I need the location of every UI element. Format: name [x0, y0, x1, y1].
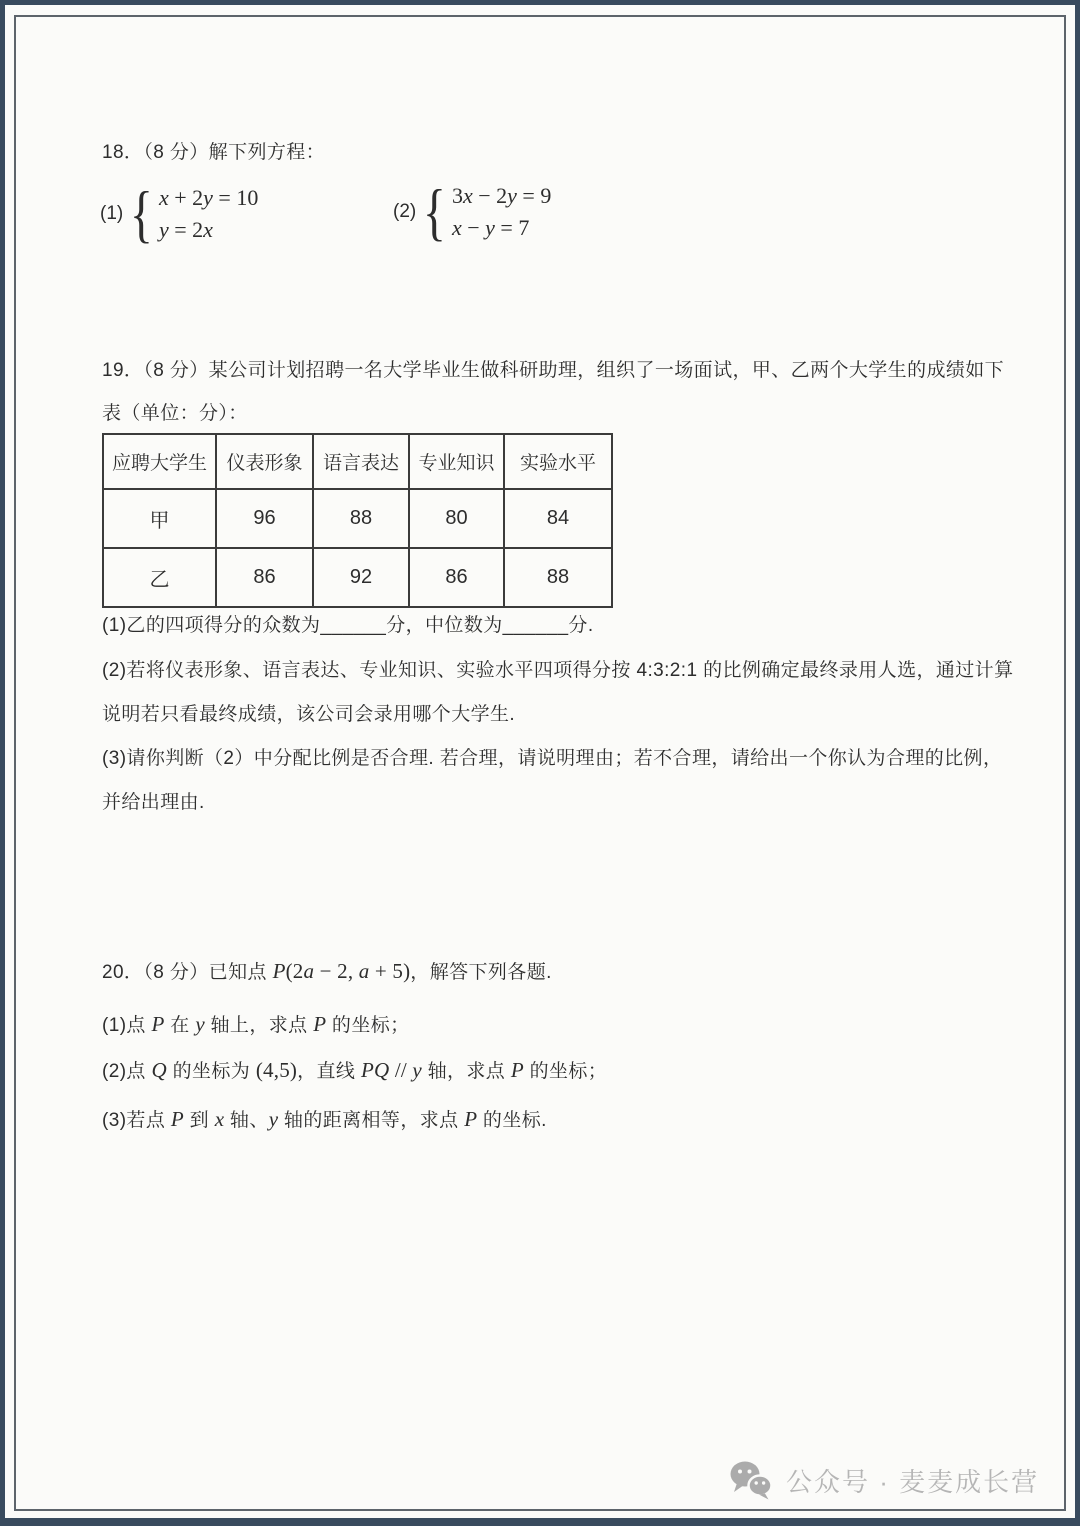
question-20-sub2: [102, 1057, 607, 1084]
question-20-header: [102, 958, 552, 985]
text-segment: (1)点: [102, 1015, 152, 1036]
table-header-cell: 专业知识: [409, 434, 504, 489]
question-19-sub2-line2: 说明若只看最终成绩，该公司会录用哪个大学生.: [102, 704, 516, 725]
text-segment: 轴，求点: [421, 1061, 511, 1082]
text-segment: 轴、: [224, 1110, 269, 1131]
equation-system-1-label: (1): [100, 202, 124, 224]
score-cell: 86: [409, 548, 504, 607]
text-segment: 轴的距离相等，求点: [278, 1110, 465, 1131]
question-20-header-pre: 20．（8 分）已知点: [102, 962, 273, 983]
math-segment: P: [170, 1107, 184, 1131]
score-cell: 88: [313, 489, 409, 548]
text-segment: 的坐标.: [477, 1110, 547, 1131]
equation-system-2-label: (2): [393, 200, 417, 222]
question-20-sub3: [102, 1106, 547, 1133]
math-segment: (4,5): [255, 1058, 298, 1082]
wechat-icon: [728, 1460, 774, 1500]
question-19-sub2-line1: (2)若将仪表形象、语言表达、专业知识、实验水平四项得分按 4:3:2:1 的比例确定最终录用人选，通过计算: [102, 660, 1014, 681]
table-header-row: [103, 434, 612, 489]
text-segment: ，直线: [297, 1061, 361, 1082]
math-segment: y: [195, 1012, 205, 1036]
text-segment: (3)若点: [102, 1110, 171, 1131]
table-header-cell: 语言表达: [313, 434, 409, 489]
equation-system-1: [100, 178, 259, 249]
text-segment: 轴上，求点: [204, 1015, 314, 1036]
math-segment: P: [464, 1107, 478, 1131]
scores-table: [102, 433, 613, 608]
footer-watermark: [728, 1460, 1039, 1500]
question-20-sub1: [102, 1011, 410, 1038]
question-19-sub3-line1: (3)请你判断（2）中分配比例是否合理. 若合理，请说明理由；若不合理，请给出一个你认为合理的比例，: [102, 748, 1003, 769]
math-segment: y: [268, 1107, 279, 1131]
score-cell: 86: [216, 548, 313, 607]
question-20-point-expression: P(2a − 2, a + 5): [272, 959, 411, 983]
table-header-cell: 实验水平: [504, 434, 612, 489]
question-19-sub3-line2: 并给出理由.: [102, 792, 205, 813]
text-segment: 的坐标；: [523, 1061, 608, 1082]
score-cell: 88: [504, 548, 612, 607]
math-segment: P: [313, 1012, 327, 1036]
text-segment: 的坐标为: [166, 1061, 256, 1082]
math-segment: x: [214, 1107, 225, 1131]
math-segment: P: [510, 1058, 524, 1082]
question-19-header-line1: 19．（8 分）某公司计划招聘一名大学毕业生做科研助理，组织了一场面试，甲、乙两个大学生的成绩如下: [102, 360, 1005, 381]
text-segment: 在: [164, 1015, 196, 1036]
math-segment: Q: [151, 1058, 167, 1082]
equation-2a: 3x − 2y = 9: [451, 183, 552, 209]
score-cell: 84: [504, 489, 612, 548]
equation-2b: x − y = 7: [451, 215, 530, 241]
score-cell: 92: [313, 548, 409, 607]
candidate-name-cell: 甲: [103, 489, 216, 548]
question-19-header-line2: 表（单位：分）：: [102, 403, 248, 424]
table-header-cell: 应聘大学生: [103, 434, 216, 489]
candidate-name-cell: 乙: [103, 548, 216, 607]
text-segment: 到: [183, 1110, 215, 1131]
question-19-sub1: (1)乙的四项得分的众数为______分，中位数为______分.: [102, 615, 594, 636]
score-cell: 96: [216, 489, 313, 548]
question-18-header: 18．（8 分）解下列方程：: [102, 142, 326, 163]
question-20-header-post: ，解答下列各题.: [410, 962, 552, 983]
equation-1b: y = 2x: [158, 217, 213, 243]
footer-account-name: 公众号 · 麦麦成长营: [786, 1466, 1040, 1497]
equation-1a: x + 2y = 10: [158, 185, 259, 211]
left-brace: {: [423, 176, 447, 247]
math-segment: P: [151, 1012, 165, 1036]
text-segment: (2)点: [102, 1061, 152, 1082]
math-segment: PQ // y: [361, 1058, 422, 1082]
text-segment: 的坐标；: [326, 1015, 410, 1036]
equation-system-2: [393, 176, 552, 247]
table-row: [103, 548, 612, 607]
score-cell: 80: [409, 489, 504, 548]
left-brace: {: [130, 178, 154, 249]
table-header-cell: 仪表形象: [216, 434, 313, 489]
table-row: [103, 489, 612, 548]
